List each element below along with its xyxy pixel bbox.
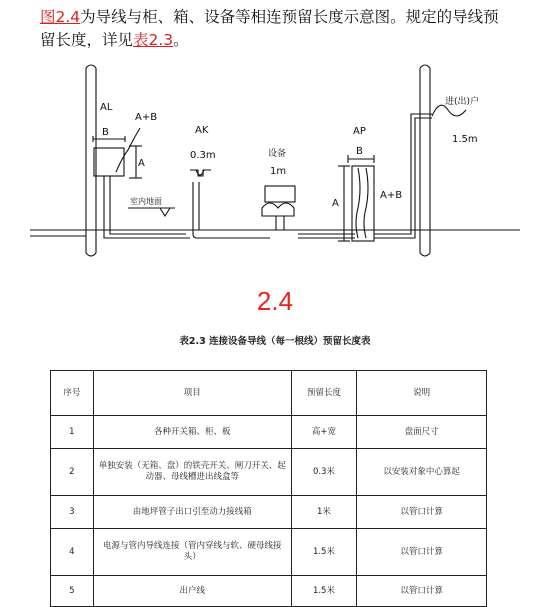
cell-item: 单独安装（无箱、盘）的铁壳开关、闸刀开关、起动器、母线槽进出线盒等 bbox=[93, 449, 291, 496]
label-ap: AP bbox=[353, 126, 366, 137]
allowance-table bbox=[50, 370, 487, 607]
label-ab-left: A+B bbox=[135, 112, 158, 123]
cell-no: 1 bbox=[51, 416, 94, 449]
header-length: 预留长度 bbox=[291, 371, 357, 416]
cell-length: 1.5米 bbox=[291, 529, 357, 576]
table-row bbox=[51, 576, 487, 607]
cell-no: 4 bbox=[51, 529, 94, 576]
intro-text-a: 为导线与柜、箱、设备等相连预留长度示意图。规定的导线预留长度，详见 bbox=[40, 8, 499, 49]
label-device: 设备 bbox=[268, 149, 287, 159]
label-al: AL bbox=[100, 102, 113, 113]
label-ab-right: A+B bbox=[380, 190, 403, 201]
cell-note: 以管口计算 bbox=[357, 496, 487, 529]
label-b-right: B bbox=[356, 146, 363, 157]
cell-note: 以管口计算 bbox=[357, 576, 487, 607]
cell-no: 3 bbox=[51, 496, 94, 529]
cell-note: 盘面尺寸 bbox=[357, 416, 487, 449]
label-ak-len: 0.3m bbox=[190, 150, 216, 161]
label-entry: 进(出)户 bbox=[445, 97, 480, 107]
cell-no: 2 bbox=[51, 449, 94, 496]
table-row bbox=[51, 449, 487, 496]
intro-text-b: 。 bbox=[173, 31, 189, 49]
header-note: 说明 bbox=[357, 371, 487, 416]
label-b-left: B bbox=[102, 127, 109, 138]
cell-length: 高+宽 bbox=[291, 416, 357, 449]
cell-length: 0.3米 bbox=[291, 449, 357, 496]
table-header-row bbox=[51, 371, 487, 416]
cell-length: 1米 bbox=[291, 496, 357, 529]
table-caption: 表2.3 连接设备导线（每一根线）预留长度表 bbox=[179, 336, 371, 347]
cell-item: 电源与管内导线连接（管内穿线与软、硬母线接头） bbox=[93, 529, 291, 576]
cell-note: 以管口计算 bbox=[357, 529, 487, 576]
label-device-len: 1m bbox=[270, 166, 287, 177]
cell-length: 1.5米 bbox=[291, 576, 357, 607]
label-ak: AK bbox=[195, 125, 209, 136]
cell-item: 各种开关箱、柜、板 bbox=[93, 416, 291, 449]
label-entry-len: 1.5m bbox=[452, 134, 478, 145]
diagram-labels bbox=[0, 58, 550, 268]
figure-link[interactable]: 图2.4 bbox=[40, 8, 81, 26]
header-no: 序号 bbox=[51, 371, 94, 416]
cell-note: 以安装对象中心算起 bbox=[357, 449, 487, 496]
intro-paragraph bbox=[40, 6, 510, 52]
table-row bbox=[51, 416, 487, 449]
label-a-left: A bbox=[138, 158, 145, 169]
cell-item: 出户线 bbox=[93, 576, 291, 607]
table-link[interactable]: 表2.3 bbox=[133, 31, 174, 49]
label-floor: 室内地面 bbox=[130, 197, 162, 206]
figure-label: 2.4 bbox=[256, 286, 294, 316]
label-a-right: A bbox=[332, 198, 339, 209]
table-row bbox=[51, 496, 487, 529]
table-row bbox=[51, 529, 487, 576]
cell-no: 5 bbox=[51, 576, 94, 607]
header-item: 项目 bbox=[93, 371, 291, 416]
cell-item: 由地坪管子出口引至动力接线箱 bbox=[93, 496, 291, 529]
